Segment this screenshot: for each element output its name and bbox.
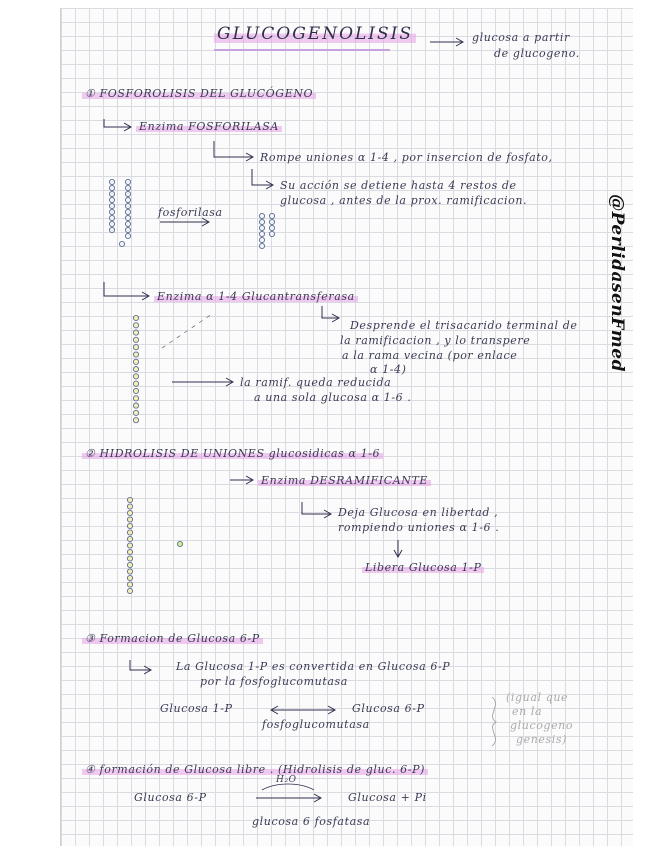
s1-e2-line-2: la ramificacion , y lo transpere xyxy=(340,334,531,347)
s1-enzyme-1: Enzima FOSFORILASA xyxy=(136,121,282,132)
s3-line-2: por la fosfoglucomutasa xyxy=(200,675,348,688)
s4-eq-enzyme: glucosa 6 fosfatasa xyxy=(252,815,371,828)
s4-eq-right: Glucosa + Pi xyxy=(348,791,427,804)
s1-e2-line-1: Desprende el trisacarido terminal de xyxy=(350,319,578,332)
section-3-heading: ③ Formacion de Glucosa 6-P xyxy=(82,633,263,644)
s1-e2-line-3: a la rama vecina (por enlace xyxy=(342,349,518,362)
s1-e2-result-2: a una sola glucosa α 1-6 . xyxy=(254,391,412,404)
s2-enzyme: Enzima DESRAMIFICANTE xyxy=(258,475,431,486)
s3-eq-left: Glucosa 1-P xyxy=(160,702,233,715)
subtitle-line-1: glucosa a partir xyxy=(472,31,570,44)
s3-note-3: glucogeno xyxy=(510,719,574,732)
s1-enzyme-2: Enzima α 1-4 Glucantransferasa xyxy=(154,291,358,302)
s2-line-2: rompiendo uniones α 1-6 . xyxy=(338,521,500,534)
s4-eq-over: H₂O xyxy=(276,775,297,785)
s2-line-1: Deja Glucosa en libertad , xyxy=(338,506,499,519)
watermark: @PerlidasenFmed xyxy=(607,194,627,372)
section-1-heading: ① FOSFOROLISIS DEL GLUCÓGENO xyxy=(82,88,316,99)
page-title: GLUCOGENOLISIS xyxy=(214,26,416,43)
s4-eq-left: Glucosa 6-P xyxy=(134,791,207,804)
s1-e1-line-3: glucosa , antes de la prox. ramificacion. xyxy=(280,194,528,207)
s2-line-3: Libera Glucosa 1-P xyxy=(362,562,484,573)
s1-e2-line-4: α 1-4) xyxy=(370,363,407,376)
s3-note-1: (igual que xyxy=(506,691,569,704)
s3-eq-right: Glucosa 6-P xyxy=(352,702,425,715)
s1-e2-result-1: la ramif. queda reducida xyxy=(240,376,392,389)
subtitle-line-2: de glucogeno. xyxy=(494,47,580,60)
s1-e1-line-2: Su acción se detiene hasta 4 restos de xyxy=(280,179,517,192)
section-4-heading: ④ formación de Glucosa libre . (Hidrolisis de gluc. 6-P) xyxy=(82,764,428,775)
s1-diagram-label: fosforilasa xyxy=(158,206,223,219)
s1-e1-line-1: Rompe uniones α 1-4 , por insercion de fosfato, xyxy=(260,151,553,164)
s3-eq-enzyme: fosfoglucomutasa xyxy=(262,718,370,731)
section-2-heading: ② HIDROLISIS DE UNIONES glucosidicas α 1-6 xyxy=(82,448,383,459)
s3-note-2: en la xyxy=(512,705,543,718)
s3-note-4: genesis) xyxy=(516,733,568,746)
s3-line-1: La Glucosa 1-P es convertida en Glucosa 6-P xyxy=(176,660,451,673)
